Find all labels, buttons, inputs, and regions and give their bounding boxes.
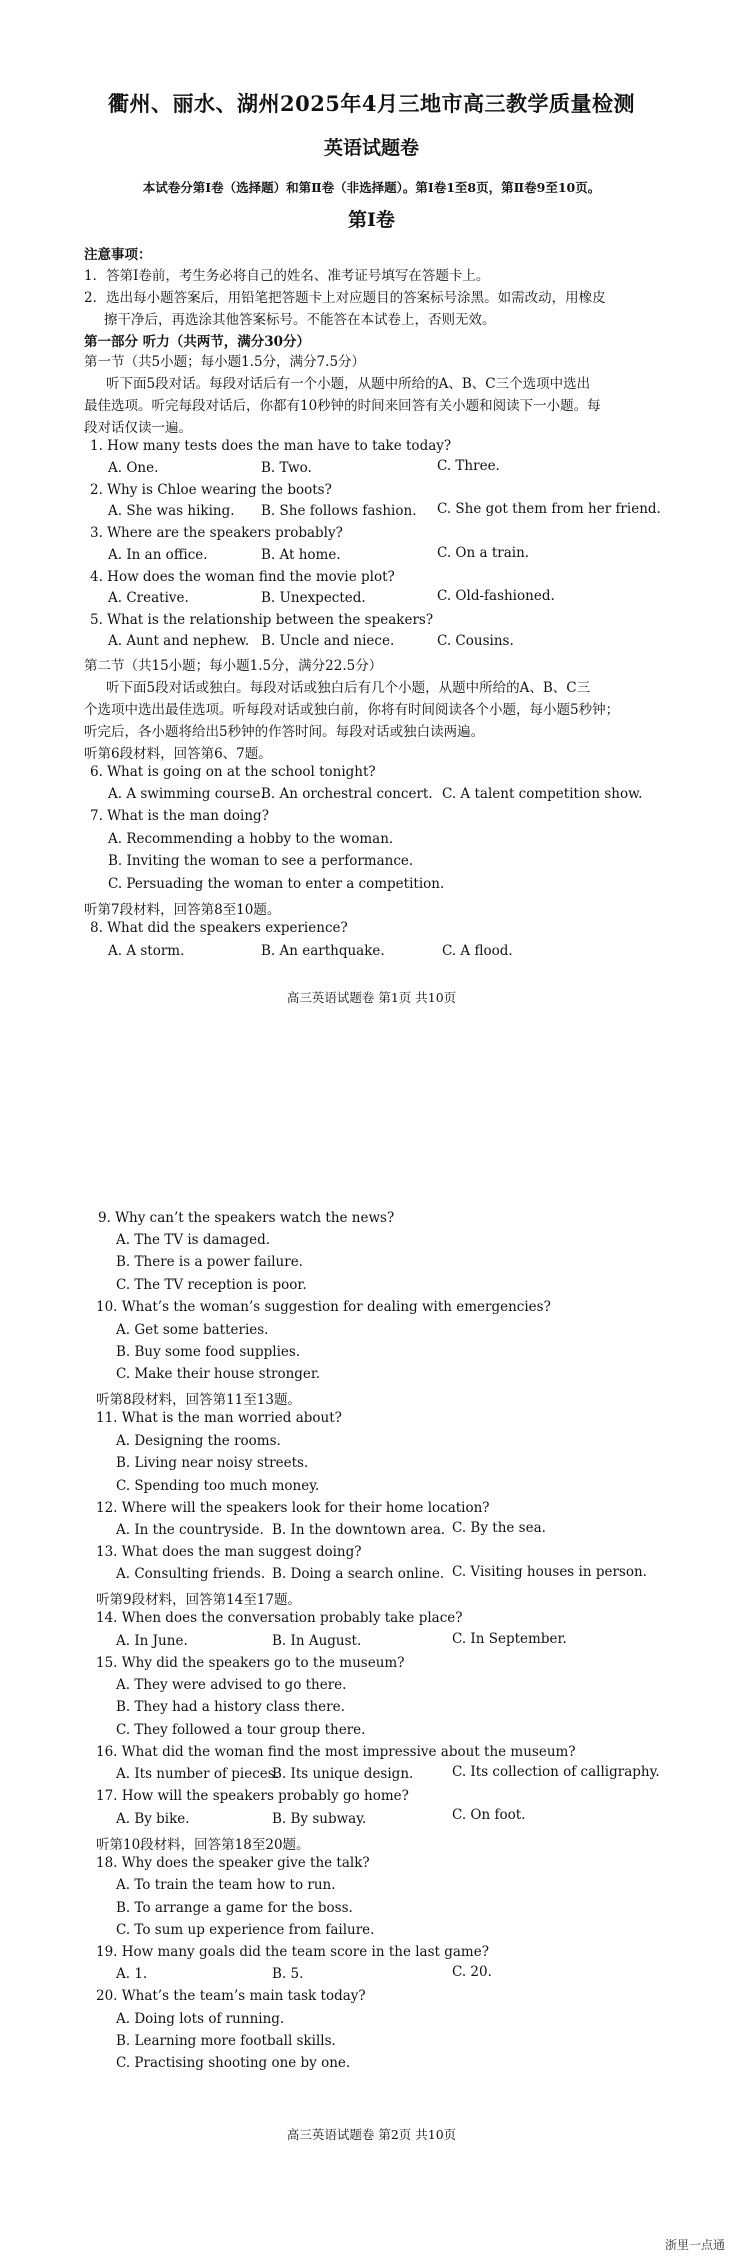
option-a: A. Aunt and nephew. (108, 633, 250, 649)
option-c: C. Visiting houses in person. (452, 1564, 647, 1580)
option-c: C. Practising shooting one by one. (116, 2055, 351, 2071)
option-a: A. In an office. (108, 547, 208, 563)
question-1: 1. How many tests does the man have to take today? (90, 438, 452, 454)
option-a: A. They were advised to go there. (116, 1677, 347, 1693)
option-c: C. Its collection of calligraphy. (452, 1764, 660, 1780)
option-c: C. The TV reception is poor. (116, 1277, 307, 1293)
option-a: A. Recommending a hobby to the woman. (108, 831, 394, 847)
option-b: B. By subway. (272, 1811, 367, 1827)
notes-heading: 注意事项： (84, 247, 152, 263)
option-c: C. By the sea. (452, 1520, 546, 1536)
part1-heading: 第一部分 听力（共两节，满分30分） (84, 334, 310, 350)
option-b: B. Unexpected. (261, 590, 366, 606)
section1-instructions: 听下面5段对话。每段对话后有一个小题，从题中所给的A、B、C三个选项中选出 (106, 376, 591, 392)
option-a: A. The TV is damaged. (116, 1232, 270, 1248)
question-10: 10. What’s the woman’s suggestion for dealing with emergencies? (96, 1299, 551, 1315)
note-item: 擦干净后，再选涂其他答案标号。不能答在本试卷上，否则无效。 (104, 312, 496, 328)
section2-instructions: 听下面5段对话或独白。每段对话或独白后有几个小题，从题中所给的A、B、C三 (106, 680, 591, 696)
question-18: 18. Why does the speaker give the talk? (96, 1855, 370, 1871)
exam-subtitle: 英语试题卷 (323, 137, 419, 159)
question-14: 14. When does the conversation probably take place? (96, 1610, 463, 1626)
option-b: B. Living near noisy streets. (116, 1455, 309, 1471)
option-b: B. In the downtown area. (272, 1522, 446, 1538)
option-b: B. 5. (272, 1966, 304, 1982)
section1-instructions: 段对话仅读一遍。 (84, 420, 192, 436)
option-b: B. She follows fashion. (261, 503, 417, 519)
material-6-heading: 听第6段材料，回答第6、7题。 (84, 746, 272, 762)
section1-instructions: 最佳选项。听完每段对话后，你都有10秒钟的时间来回答有关小题和阅读下一小题。每 (84, 398, 601, 414)
material-10-heading: 听第10段材料，回答第18至20题。 (96, 1837, 310, 1853)
question-6: 6. What is going on at the school tonight? (90, 764, 376, 780)
option-c: C. She got them from her friend. (437, 501, 661, 517)
option-c: C. Cousins. (437, 633, 514, 649)
option-a: A. Consulting friends. (116, 1566, 266, 1582)
watermark: 浙里一点通 (664, 2238, 725, 2252)
question-17: 17. How will the speakers probably go home? (96, 1788, 409, 1804)
option-c: C. Persuading the woman to enter a competition. (108, 876, 445, 892)
section2-heading: 第二节（共15小题；每小题1.5分，满分22.5分） (84, 658, 383, 674)
option-c: C. On a train. (437, 545, 530, 561)
option-c: C. In September. (452, 1631, 567, 1647)
option-a: A. Get some batteries. (116, 1322, 269, 1338)
option-a: A. Its number of pieces. (116, 1766, 280, 1782)
question-4: 4. How does the woman find the movie plot? (90, 569, 395, 585)
option-a: A. To train the team how to run. (116, 1877, 336, 1893)
option-b: B. An earthquake. (261, 943, 385, 959)
option-b: B. At home. (261, 547, 341, 563)
page-footer: 高三英语试题卷 第2页 共10页 (286, 2127, 457, 2142)
question-15: 15. Why did the speakers go to the museum? (96, 1655, 405, 1671)
question-8: 8. What did the speakers experience? (90, 920, 348, 936)
option-c: C. A flood. (442, 943, 513, 959)
option-b: B. In August. (272, 1633, 362, 1649)
note-item: 2．选出每小题答案后，用铅笔把答题卡上对应题目的答案标号涂黑。如需改动，用橡皮 (84, 290, 606, 306)
option-c: C. They followed a tour group there. (116, 1722, 366, 1738)
option-b: B. There is a power failure. (116, 1254, 303, 1270)
question-9: 9. Why can’t the speakers watch the news? (98, 1210, 395, 1226)
question-20: 20. What’s the team’s main task today? (96, 1988, 366, 2004)
option-a: A. A storm. (108, 943, 185, 959)
option-c: C. Spending too much money. (116, 1478, 320, 1494)
option-a: A. Designing the rooms. (116, 1433, 281, 1449)
question-13: 13. What does the man suggest doing? (96, 1544, 362, 1560)
option-c: C. On foot. (452, 1807, 526, 1823)
exam-title: 衢州、丽水、湖州2025年4月三地市高三教学质量检测 (107, 91, 636, 116)
question-19: 19. How many goals did the team score in the last game? (96, 1944, 489, 1960)
question-11: 11. What is the man worried about? (96, 1410, 342, 1426)
option-a: A. In the countryside. (116, 1522, 264, 1538)
option-c: C. Old-fashioned. (437, 588, 555, 604)
question-3: 3. Where are the speakers probably? (90, 525, 343, 541)
option-b: B. Learning more football skills. (116, 2033, 336, 2049)
section1-heading: 第一节（共5小题；每小题1.5分，满分7.5分） (84, 354, 366, 370)
option-a: A. A swimming course. (108, 786, 265, 802)
material-7-heading: 听第7段材料，回答第8至10题。 (84, 902, 281, 918)
section2-instructions: 个选项中选出最佳选项。听每段对话或独白前，你将有时间阅读各个小题，每小题5秒钟； (84, 702, 620, 718)
option-a: A. By bike. (116, 1811, 190, 1827)
option-c: C. To sum up experience from failure. (116, 1922, 375, 1938)
question-7: 7. What is the man doing? (90, 808, 269, 824)
option-a: A. She was hiking. (108, 503, 235, 519)
exam-page-2 (0, 1150, 743, 2266)
option-a: A. 1. (116, 1966, 148, 1982)
option-c: C. 20. (452, 1964, 492, 1980)
option-b: B. Its unique design. (272, 1766, 414, 1782)
section2-instructions: 听完后，各小题将给出5秒钟的作答时间。每段对话或独白读两遍。 (84, 724, 485, 740)
option-b: B. Buy some food supplies. (116, 1344, 301, 1360)
option-a: A. Doing lots of running. (116, 2011, 285, 2027)
question-5: 5. What is the relationship between the speakers? (90, 612, 434, 628)
note-item: 1．答第Ⅰ卷前，考生务必将自己的姓名、准考证号填写在答题卡上。 (84, 268, 490, 284)
option-a: A. In June. (116, 1633, 188, 1649)
question-16: 16. What did the woman find the most impressive about the museum? (96, 1744, 576, 1760)
option-b: B. Doing a search online. (272, 1566, 445, 1582)
material-9-heading: 听第9段材料，回答第14至17题。 (96, 1592, 301, 1608)
option-b: B. Two. (261, 460, 312, 476)
option-b: B. Uncle and niece. (261, 633, 395, 649)
question-12: 12. Where will the speakers look for their home location? (96, 1500, 490, 1516)
option-a: A. Creative. (108, 590, 189, 606)
question-2: 2. Why is Chloe wearing the boots? (90, 482, 332, 498)
material-8-heading: 听第8段材料，回答第11至13题。 (96, 1392, 301, 1408)
paper-info: 本试卷分第Ⅰ卷（选择题）和第Ⅱ卷（非选择题）。第Ⅰ卷1至8页，第Ⅱ卷9至10页。 (142, 180, 601, 195)
option-b: B. They had a history class there. (116, 1699, 345, 1715)
option-c: C. A talent competition show. (442, 786, 643, 802)
option-c: C. Three. (437, 458, 500, 474)
option-b: B. Inviting the woman to see a performance. (108, 853, 414, 869)
option-c: C. Make their house stronger. (116, 1366, 321, 1382)
option-b: B. To arrange a game for the boss. (116, 1900, 353, 1916)
volume-heading: 第Ⅰ卷 (348, 209, 395, 231)
option-a: A. One. (108, 460, 159, 476)
option-b: B. An orchestral concert. (261, 786, 433, 802)
page-footer: 高三英语试题卷 第1页 共10页 (286, 990, 457, 1005)
